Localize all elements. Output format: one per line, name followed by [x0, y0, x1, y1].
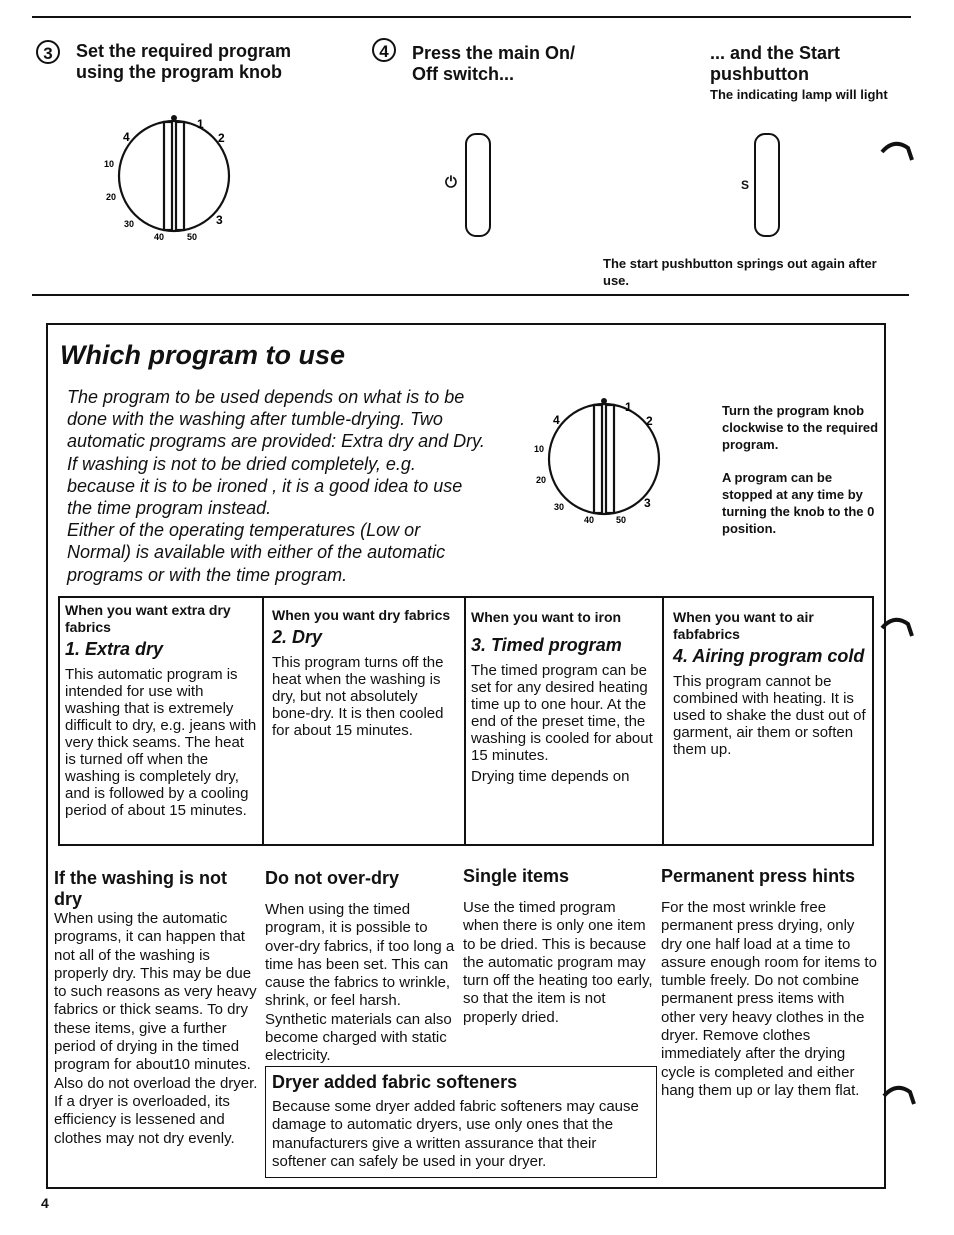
page-curl-mark-icon: [882, 1082, 916, 1106]
program-condition: When you want to iron: [471, 609, 622, 625]
program-text: The timed program can be set for any desired heating time up to one hour. At the end of the preset time, the washing is cooled for about 15 minutes.: [471, 662, 653, 764]
knob-label-3: 3: [216, 213, 223, 227]
intro-paragraph-1: The program to be used depends on what is to be done with the washing after tumble-drying. Two automatic programs are provided: Extra dry and Dry. If washing is not to be dried completely, e.g. because it is to be ironed , it is a good idea to use the time program instead.: [67, 387, 485, 519]
tip-not-dry: [54, 868, 260, 1148]
knob-label-40: 40: [154, 232, 165, 242]
step-3-number: 3: [36, 40, 60, 64]
softener-box: [265, 1066, 657, 1178]
program-text: This automatic program is intended for use with washing that is extremely difficult to dry, e.g. jeans with very thick seams. The heat is turned off when the washing is completely dry, and is followed by a cooling period of about 15 minutes.: [65, 666, 257, 819]
tip-single-items: [463, 866, 655, 1027]
knob-label-1: 1: [197, 117, 204, 131]
program-cell-extra-dry: [60, 598, 264, 844]
knob-label-40: 40: [584, 515, 595, 525]
knob-label-2: 2: [218, 131, 225, 145]
step-5-title: ... and the Start pushbutton: [710, 43, 841, 84]
knob-label-10: 10: [104, 159, 115, 169]
step-4-title: Press the main On/ Off switch...: [412, 43, 576, 84]
tip-title: Do not over-dry: [265, 868, 400, 888]
start-pushbutton[interactable]: [754, 133, 780, 237]
softener-title: Dryer added fabric softeners: [272, 1072, 518, 1092]
program-name: 1. Extra dry: [65, 639, 164, 659]
tip-title: Permanent press hints: [661, 866, 856, 886]
knob-note-turn: Turn the program knob clockwise to the required program.: [722, 403, 879, 452]
knob-label-2: 2: [646, 414, 653, 428]
program-cell-airing: [664, 598, 874, 844]
tip-text: When using the timed program, it is possible to over-dry fabrics, if too long a time has been set. This can cause the fabrics to wrinkle, shrink, or feel harsh. Synthetic materials can also become charged with static electricity.: [265, 901, 455, 1065]
knob-label-50: 50: [187, 232, 198, 242]
knob-label-3: 3: [644, 496, 651, 510]
page-curl-mark-icon: [880, 138, 914, 162]
program-text: This program turns off the heat when the washing is dry, but not absolutely bone-dry. It is then cooled for about 15 minutes.: [272, 654, 444, 739]
program-text: This program cannot be combined with heating. It is used to shake the dust out of garment, air them or soften them up.: [673, 673, 866, 758]
knob-label-1: 1: [625, 400, 632, 414]
tip-over-dry: [265, 868, 455, 1066]
knob-circle: [119, 121, 229, 231]
knob-label-4: 4: [123, 130, 130, 144]
on-off-switch[interactable]: [465, 133, 491, 237]
step-5: [710, 43, 920, 103]
tip-title: If the washing is not dry: [54, 868, 228, 909]
program-name: 2. Dry: [272, 627, 323, 647]
tip-title: Single items: [463, 866, 570, 886]
program-name: 4. Airing program cold: [673, 646, 865, 666]
softener-text: Because some dryer added fabric softeners may cause damage to automatic dryers, use only ones that the manufacturers give a written assurance that their softener can safely be used in your dryer.: [272, 1098, 639, 1170]
indicating-lamp-note: The indicating lamp will light: [710, 87, 888, 102]
page-number: 4: [41, 1195, 49, 1211]
tip-text: For the most wrinkle free permanent press drying, only dry one half load at a time to assure enough room for items to tumble freely. Do not combine permanent press items with other very heavy clothes in the dryer. Remove clothes immediately after the drying cycle is completed and either hang them up or lay them flat.: [661, 899, 877, 1099]
tip-permanent-press: [661, 866, 877, 1100]
knob-zero-dot: [171, 115, 177, 121]
program-name: 3. Timed program: [471, 635, 622, 655]
power-symbol-icon: ⏻: [445, 174, 457, 191]
knob-label-30: 30: [124, 219, 135, 229]
programs-table: [58, 596, 874, 846]
tip-text: Use the timed program when there is only one item to be dried. This is because the automatic program may turn off the heating too early, so that the item is not properly dried.: [463, 899, 653, 1026]
program-condition: When you want to air fabfabrics: [673, 609, 814, 642]
page-curl-mark-icon: [880, 614, 914, 638]
knob-note: [722, 402, 882, 537]
intro-paragraph-2: Either of the operating temperatures (Low or Normal) is available with either of the automatic programs or with the time program.: [67, 520, 446, 585]
section-intro: [67, 386, 487, 586]
program-cell-timed: [466, 598, 664, 844]
program-text-2: Drying time depends on: [471, 768, 630, 785]
knob-pointer-left: [164, 122, 172, 230]
program-knob-diagram: [100, 112, 240, 244]
knob-circle: [549, 404, 659, 514]
program-cell-dry: [264, 598, 466, 844]
spring-note: The start pushbutton springs out again after use.: [603, 256, 877, 288]
knob-zero-dot: [601, 398, 607, 404]
knob-label-50: 50: [616, 515, 627, 525]
knob-label-10: 10: [534, 444, 545, 454]
section-title: Which program to use: [60, 340, 346, 370]
start-label: S: [741, 178, 750, 192]
program-condition: When you want extra dry fabrics: [65, 602, 231, 635]
knob-note-stop: A program can be stopped at any time by turning the knob to the 0 position.: [722, 470, 875, 536]
tip-text: When using the automatic programs, it can happen that not all of the washing is properly dry. This may be due to such reasons as very heavy fabrics or thick seams. To dry these items, give a further period of drying in the timed program for about10 minutes. Also do not overload the dryer. If a dryer is overloaded, its efficiency is lessened and clothes may not dry evenly.: [54, 910, 258, 1147]
program-knob-diagram-2: [530, 395, 670, 527]
step-4-number: 4: [372, 38, 396, 62]
knob-pointer-right: [176, 122, 184, 230]
knob-pointer-left: [594, 405, 602, 513]
knob-label-20: 20: [536, 475, 547, 485]
knob-pointer-right: [606, 405, 614, 513]
top-rule: [32, 16, 911, 18]
middle-rule: [32, 294, 909, 296]
knob-label-30: 30: [554, 502, 565, 512]
knob-label-4: 4: [553, 413, 560, 427]
program-condition: When you want dry fabrics: [272, 607, 451, 623]
knob-label-20: 20: [106, 192, 117, 202]
step-3-title: Set the required program using the program knob: [76, 41, 292, 82]
